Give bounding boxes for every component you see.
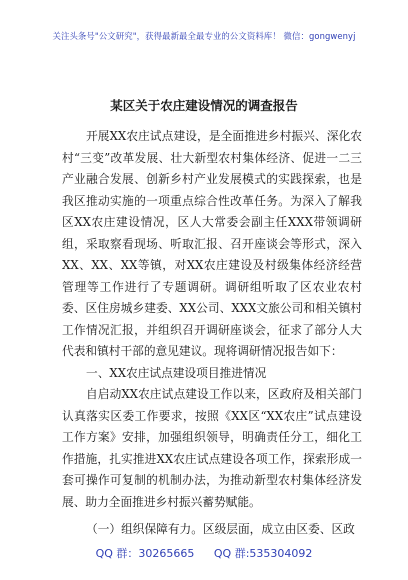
footer-qq-group-1: QQ 群：30265665 xyxy=(95,547,195,560)
document-title: 某区关于农庄建设情况的调查报告 xyxy=(110,98,298,113)
subsection-paragraph: （一）组织保障有力。区级层面，成立由区委、区政 xyxy=(86,522,355,536)
header-banner: 关注头条号"公文研究"，获得最新最全最专业的公文资料库！ 微信：gongwenyj xyxy=(52,31,356,41)
intro-paragraph: 开展XX农庄试点建设，是全面推进乡村振兴、深化农村“三变”改革发展、壮大新型农村集体经济、促进一二三产业融合发展、创新乡村产业发展模式的实践探索，也是我区推动实施的一项重点综合性改革任务。为深入了解我区XX农庄建设情况，区人大常委会副主任XXX带领调研组，采取察看现场、听取汇报、召开座谈会等形式，深入XX、XX、XX等镇，对XX农庄建设及村级集体经济经营管理等工作进行了专题调研。调研组听取了区农业农村委、区住房城乡建委、XX公司、XXX文旅公司和相关镇村工作情况汇报，并组织召开调研座谈会，征求了部分人大代表和镇村干部的意见建议。现将调研情况报告如下： xyxy=(62,129,362,358)
section-paragraph: 自启动XX农庄试点建设工作以来，区政府及相关部门认真落实区委工作要求，按照《XX区“XX农庄”试点建设工作方案》安排，加强组织领导，明确责任分工，细化工作措施，扎实推进XX农庄试点建设各项工作，探索形成一套可操作可复制的机制办法，为推动新型农村集体经济发展、助力全面推进乡村振兴蓄势赋能。 xyxy=(62,387,362,509)
footer-contact xyxy=(0,545,408,561)
footer-qq-group-2: QQ 群:535304092 xyxy=(213,547,313,560)
document-body xyxy=(62,116,362,541)
section-heading: 一、XX农庄试点建设项目推进情况 xyxy=(86,365,267,380)
